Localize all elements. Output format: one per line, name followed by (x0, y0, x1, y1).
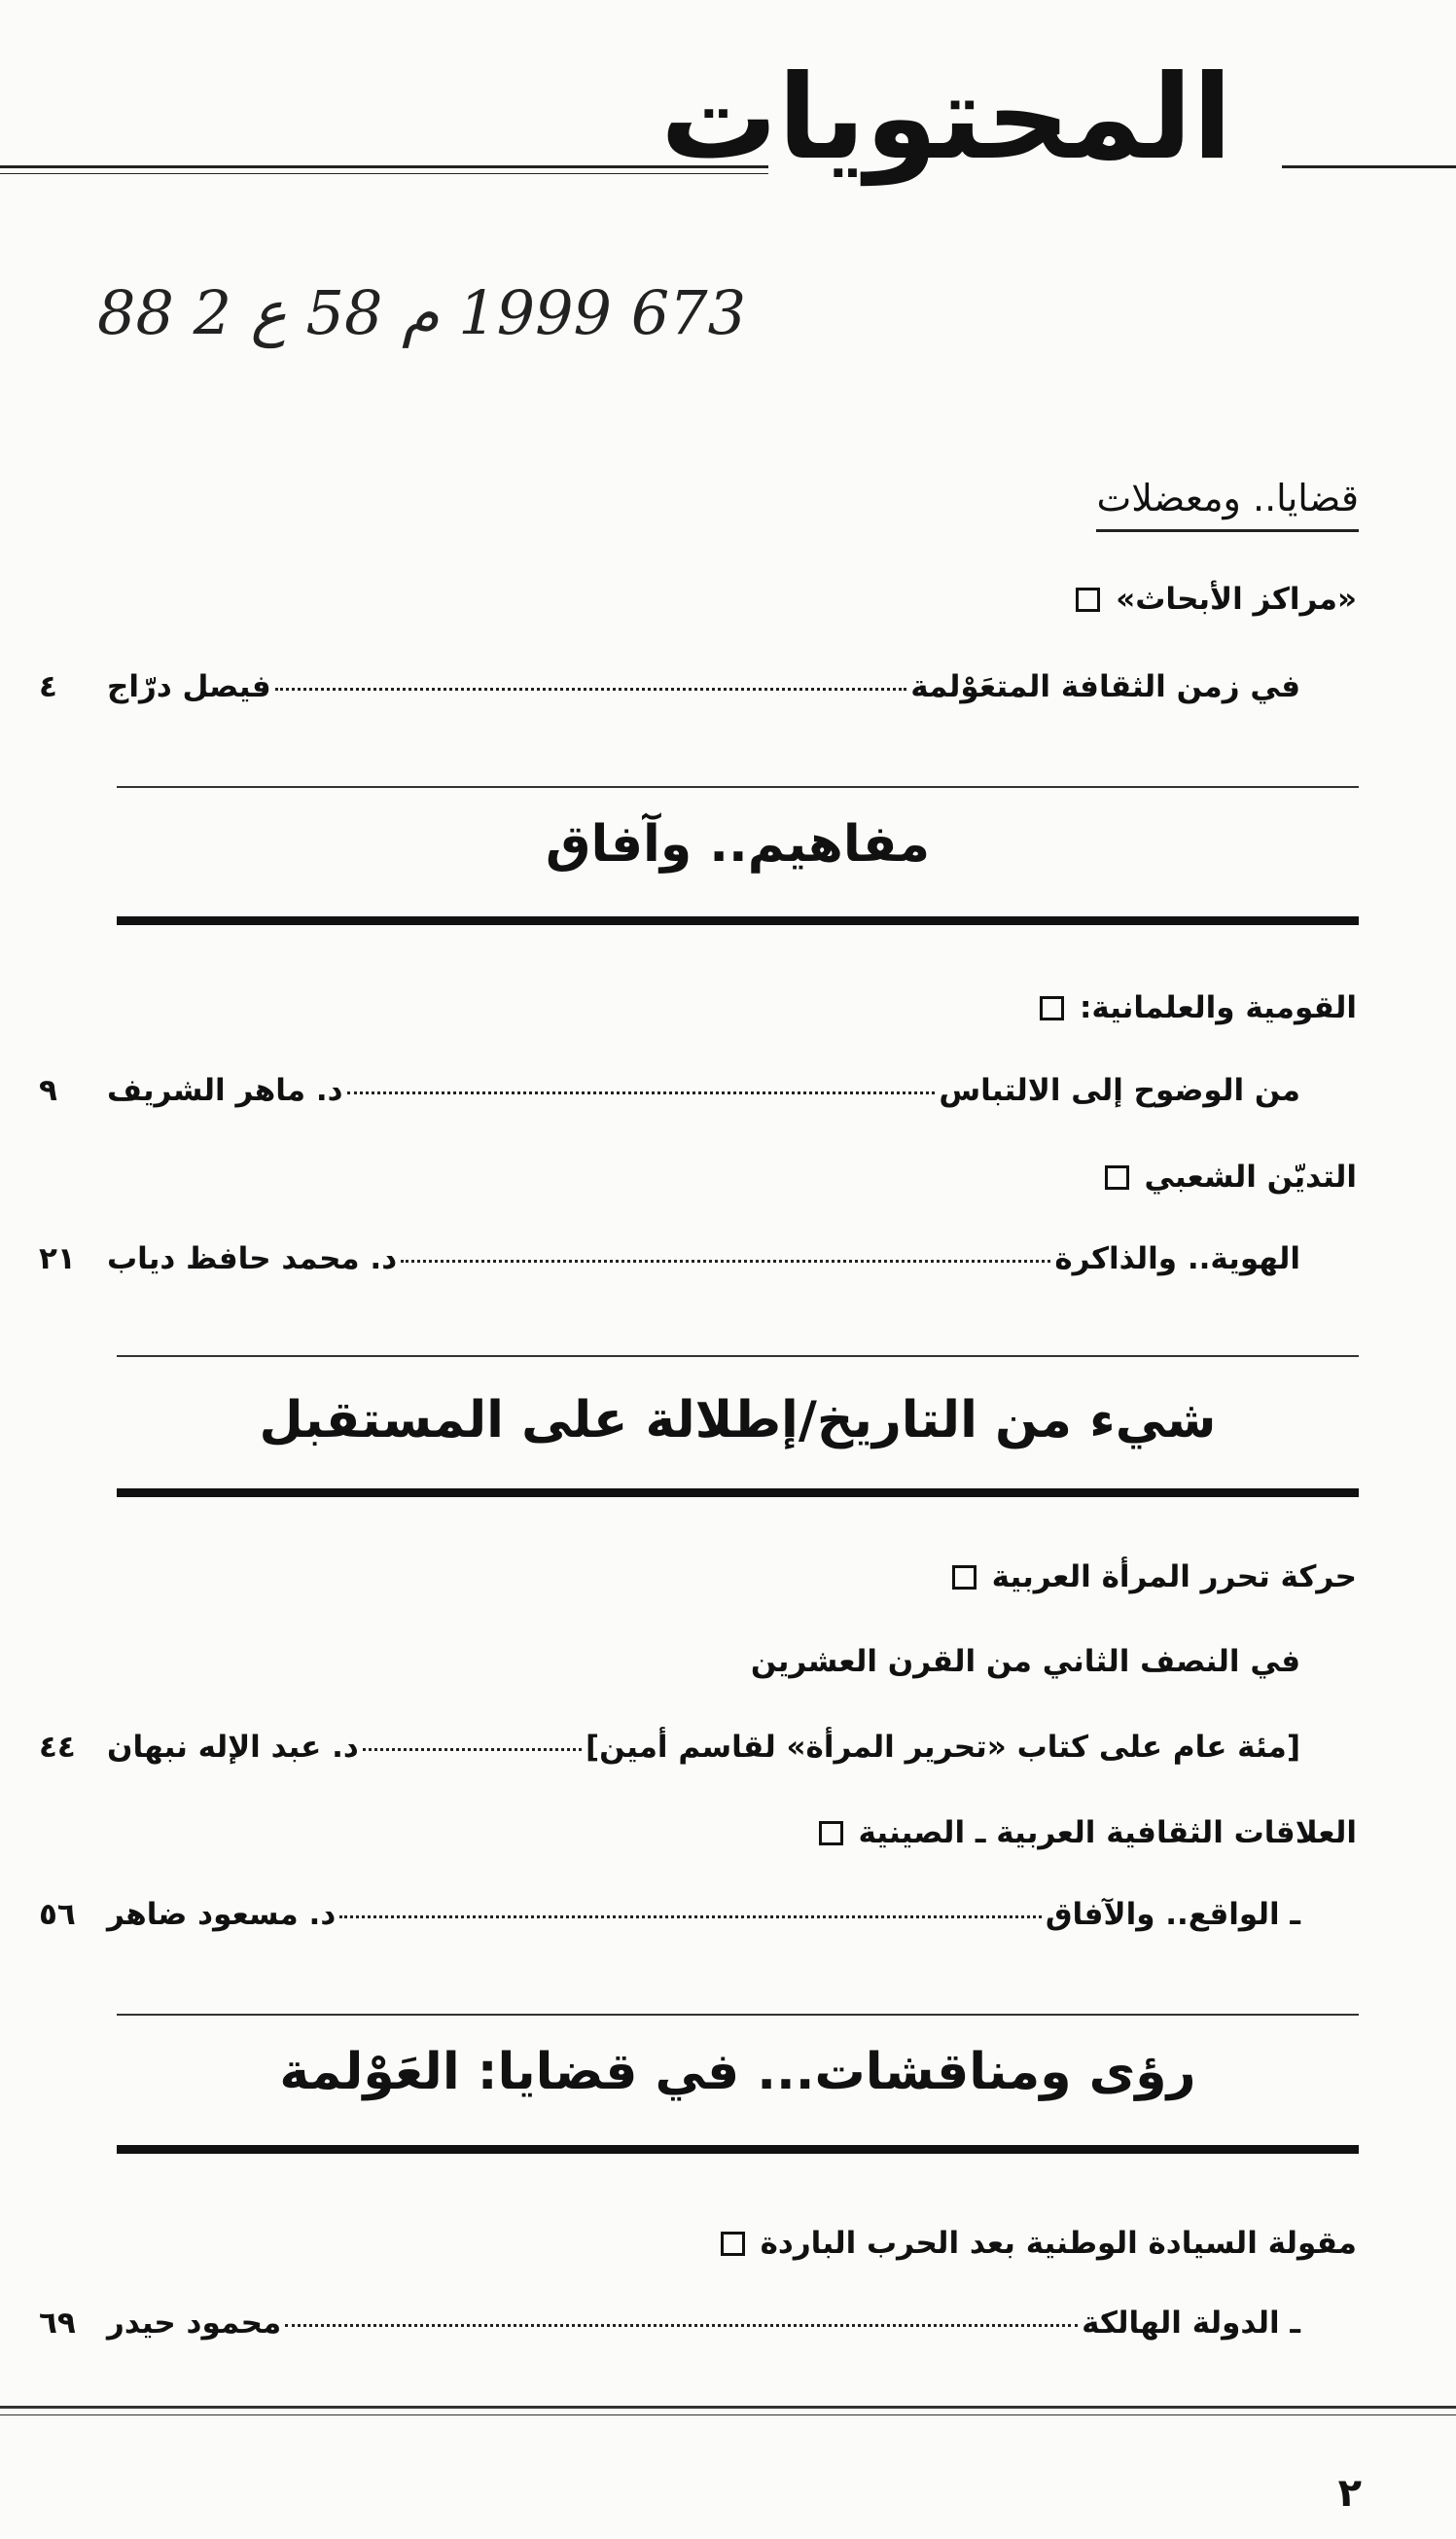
section-rule-top (117, 2014, 1359, 2016)
toc-topic-subtitle: في النصف الثاني من القرن العشرين (750, 1644, 1300, 1679)
toc-entry-title: الهوية.. والذاكرة (1054, 1241, 1300, 1276)
checkbox-icon (1076, 588, 1100, 612)
toc-entry[interactable] (39, 1730, 1300, 1765)
section-rule-top (117, 1355, 1359, 1357)
page-number: ٢ (1337, 2471, 1362, 2516)
header-rule-right (1282, 165, 1456, 168)
toc-topic-text: حركة تحرر المرأة العربية (991, 1559, 1357, 1594)
toc-entry-title: في زمن الثقافة المتعَوْلمة (910, 669, 1300, 704)
toc-entry-author: د. عبد الإله نبهان (107, 1730, 359, 1765)
toc-entry[interactable] (39, 1241, 1300, 1276)
toc-topic (819, 1815, 1358, 1850)
footer-rule-lower (0, 2414, 1456, 2415)
toc-topic-text: التديّن الشعبي (1144, 1160, 1357, 1195)
toc-entry-title: ـ الدولة الهالكة (1082, 2306, 1300, 2341)
checkbox-icon (952, 1565, 977, 1590)
toc-topic (952, 1559, 1357, 1594)
toc-entry-author: فيصل درّاج (107, 669, 271, 704)
dot-leader (347, 1091, 936, 1094)
section-label-issues: قضايا.. ومعضلات (1096, 477, 1359, 532)
toc-topic-text: العلاقات الثقافية العربية ـ الصينية (858, 1815, 1357, 1850)
toc-topic-text: «مراكز الأبحاث» (1116, 582, 1357, 617)
toc-entry-page: ٤٤ (39, 1730, 76, 1765)
toc-entry-title: [مئة عام على كتاب «تحرير المرأة» لقاسم أمين] (586, 1730, 1300, 1765)
toc-topic-text: مقولة السيادة الوطنية بعد الحرب الباردة (760, 2226, 1357, 2261)
header-rule-left-lower (0, 173, 768, 174)
dot-leader (363, 1748, 582, 1751)
header-rule-left (0, 165, 768, 168)
page-title: المحتويات (659, 51, 1232, 186)
footer-rule (0, 2406, 1456, 2409)
section-heading-globalization: رؤى ومناقشات... في قضايا: العَوْلمة (279, 2043, 1196, 2101)
toc-entry-page: ٩ (39, 1073, 57, 1108)
toc-entry[interactable] (39, 1897, 1300, 1932)
toc-topic (1040, 990, 1357, 1025)
section-heading-concepts: مفاهيم.. وآفاق (545, 815, 931, 874)
toc-entry-title: من الوضوح إلى الالتباس (939, 1073, 1300, 1108)
dot-leader (275, 688, 907, 691)
checkbox-icon (1040, 996, 1064, 1020)
toc-topic (1076, 582, 1357, 617)
section-rule-top (117, 786, 1359, 788)
toc-entry[interactable] (39, 1073, 1300, 1108)
handwritten-note (97, 277, 1391, 348)
toc-topic (721, 2226, 1357, 2261)
section-heading-history: شيء من التاريخ/إطلالة على المستقبل (259, 1391, 1217, 1449)
toc-entry-author: محمود حيدر (107, 2306, 282, 2341)
toc-entry-author: د. مسعود ضاهر (107, 1897, 337, 1932)
toc-entry-page: ٥٦ (39, 1897, 76, 1932)
toc-entry-author: د. محمد حافظ دياب (107, 1241, 398, 1276)
handwritten-note-text: 673 1999 م 58 ع 2 88 (97, 277, 747, 348)
toc-entry-page: ٢١ (39, 1241, 76, 1276)
toc-entry-title: ـ الواقع.. والآفاق (1045, 1897, 1300, 1932)
checkbox-icon (1105, 1165, 1129, 1190)
section-rule-bottom (117, 2145, 1359, 2154)
toc-topic-text: القومية والعلمانية: (1079, 990, 1357, 1025)
toc-entry-page: ٦٩ (39, 2306, 76, 2341)
checkbox-icon (819, 1821, 843, 1845)
dot-leader (339, 1915, 1042, 1918)
dot-leader (285, 2324, 1078, 2327)
toc-topic (1105, 1160, 1357, 1195)
toc-entry[interactable] (39, 669, 1300, 704)
toc-entry-page: ٤ (39, 669, 57, 704)
toc-entry-author: د. ماهر الشريف (107, 1073, 343, 1108)
toc-entry[interactable] (39, 2306, 1300, 2341)
checkbox-icon (721, 2232, 745, 2256)
dot-leader (401, 1260, 1050, 1263)
section-rule-bottom (117, 916, 1359, 925)
section-rule-bottom (117, 1488, 1359, 1497)
